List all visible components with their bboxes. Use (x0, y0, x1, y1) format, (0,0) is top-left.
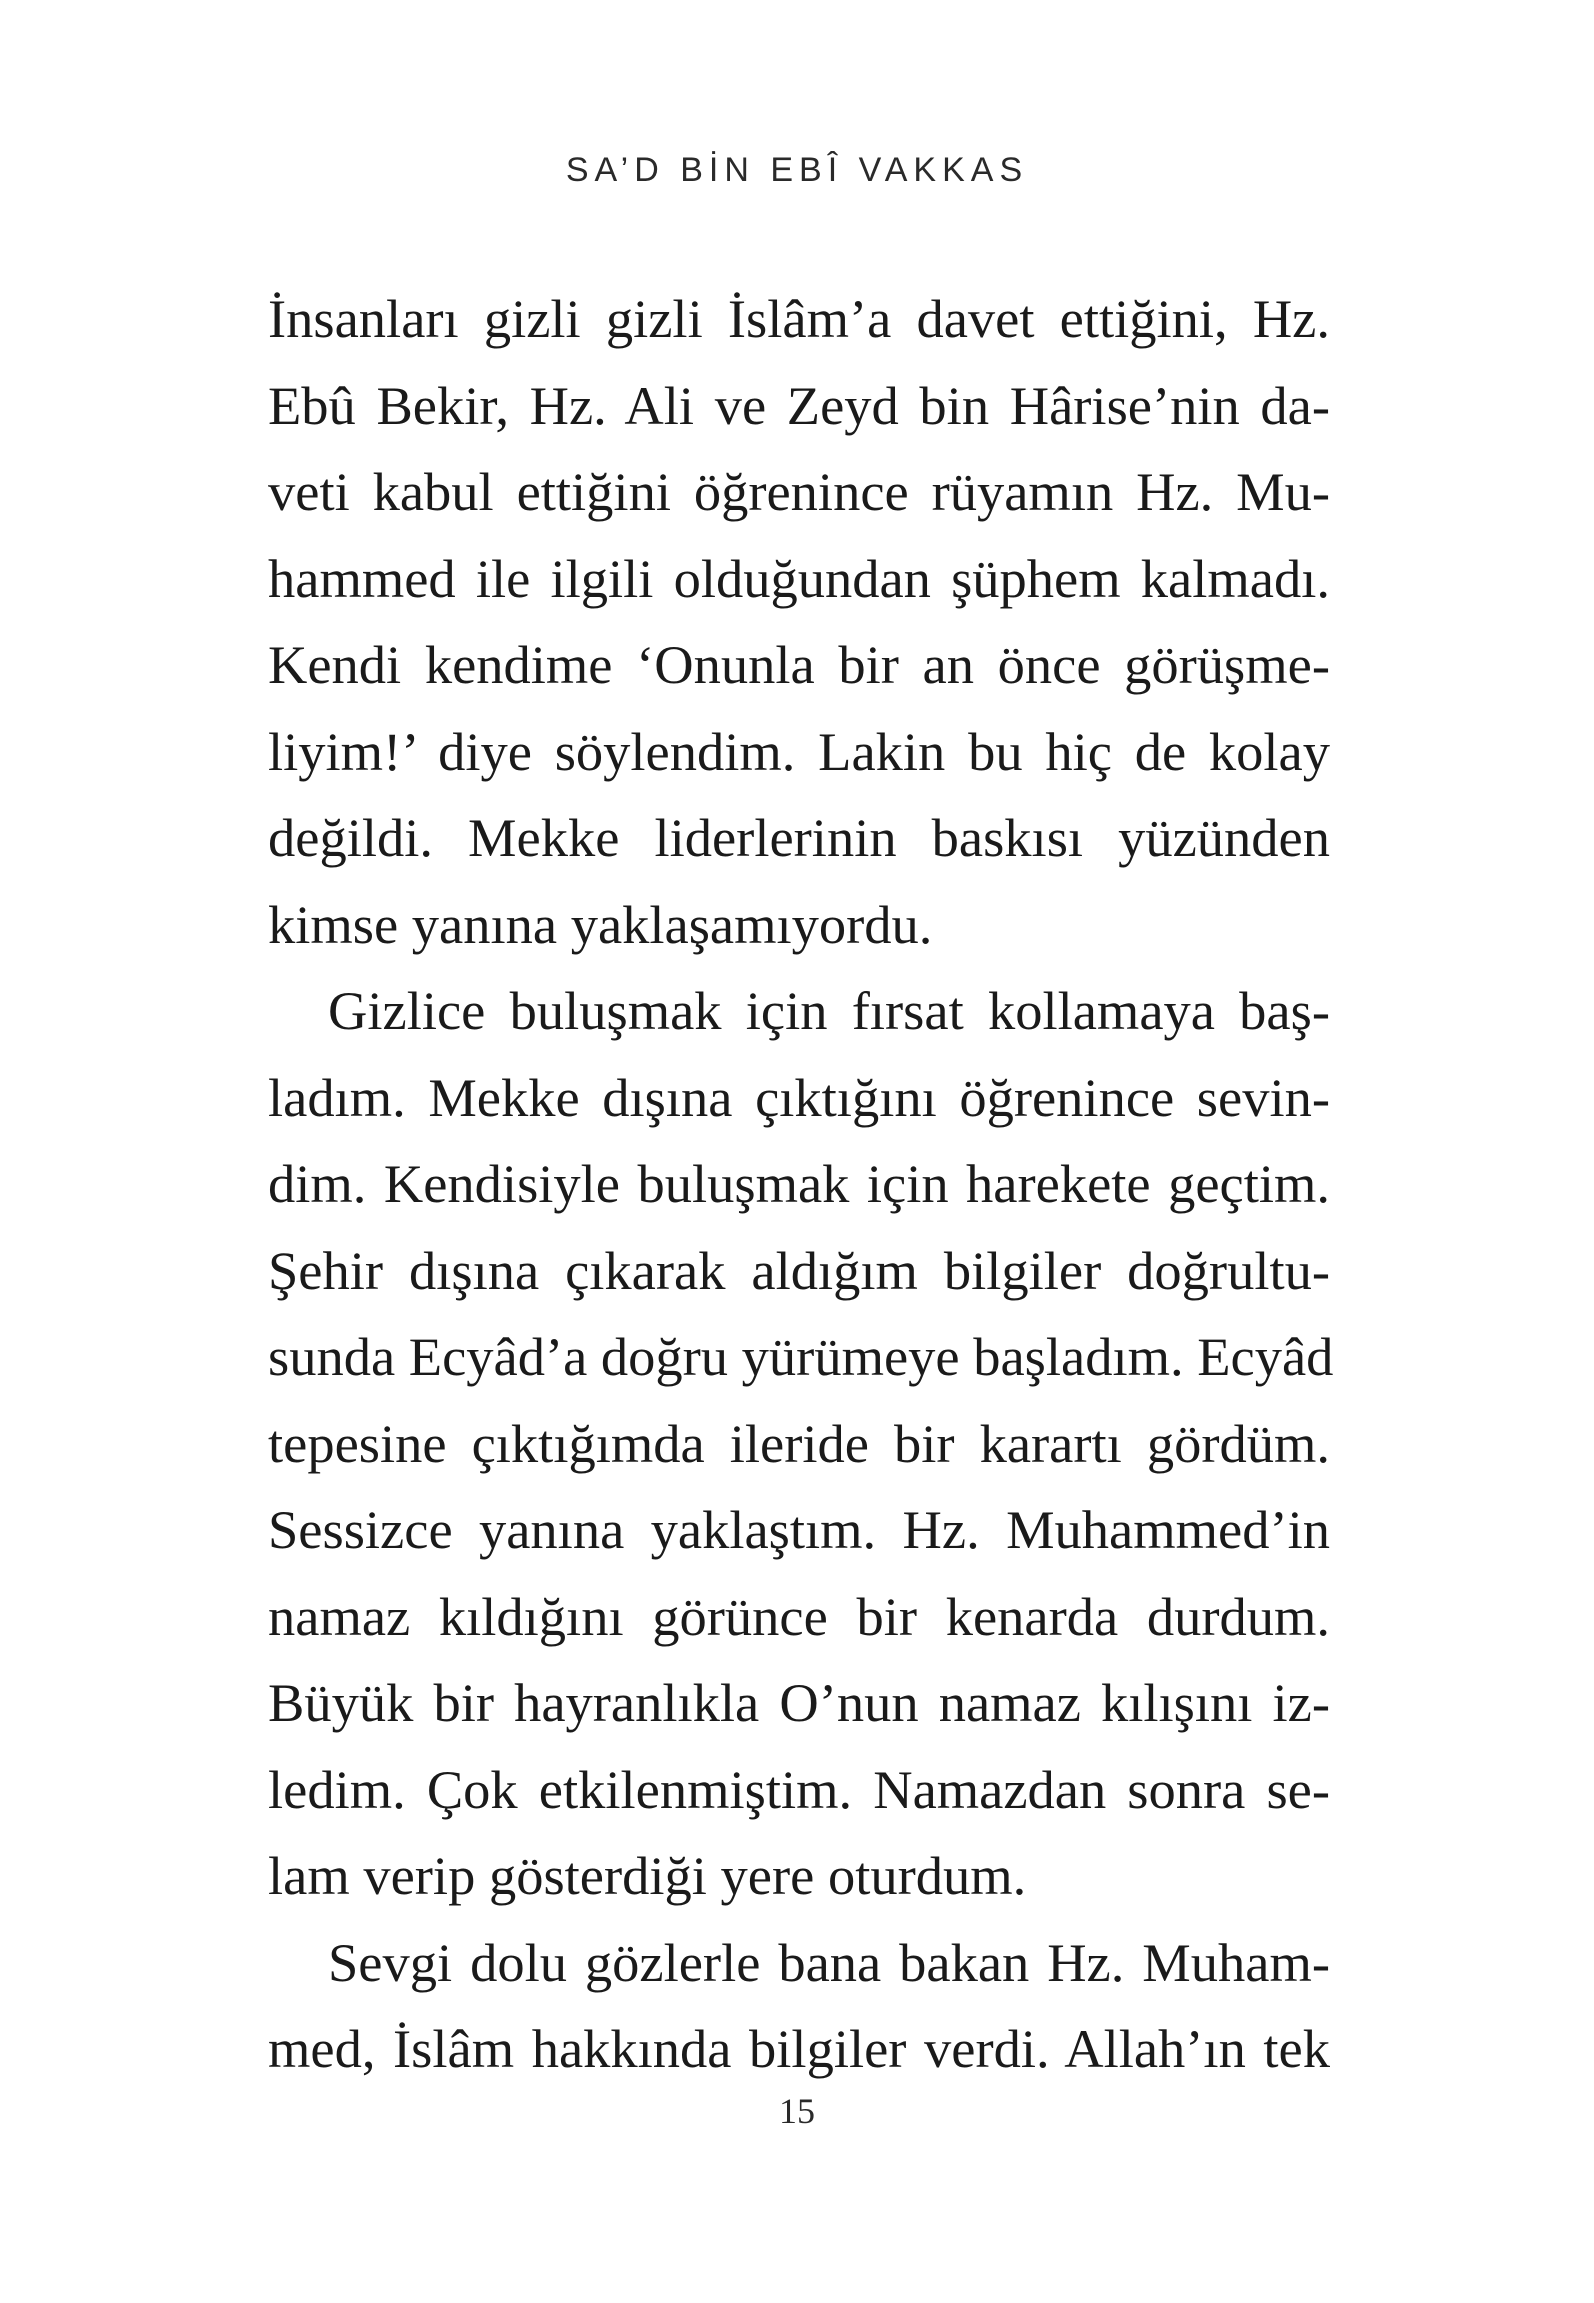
text-line: İnsanları gizli gizli İslâm’a davet ettiğini, Hz. (268, 288, 1330, 349)
text-line: namaz kıldığını görünce bir kenarda durdum. (268, 1585, 1330, 1647)
text-line: hammed ile ilgili olduğundan şüphem kalmadı. (268, 547, 1330, 609)
text-line: tepesine çıktığımda ileride bir karartı gördüm. (268, 1412, 1330, 1474)
text-line: liyim!’ diye söylendim. Lakin bu hiç de kolay (268, 720, 1330, 782)
running-header: SA’D BİN EBÎ VAKKAS (565, 151, 1029, 189)
paragraph (268, 1920, 1330, 2093)
text-line: lam verip gösterdiği yere oturdum. (268, 1845, 1027, 1906)
text-line: veti kabul ettiğini öğrenince rüyamın Hz. Mu- (268, 461, 1330, 522)
text-line: kimse yanına yaklaşamıyordu. (268, 893, 933, 955)
text-line: dim. Kendisiyle buluşmak için harekete geçtim. (268, 1153, 1330, 1214)
paragraph (268, 276, 1330, 968)
text-line: Sessizce yanına yaklaştım. Hz. Muhammed’in (268, 1499, 1330, 1560)
text-line: ledim. Çok etkilenmiştim. Namazdan sonra se- (268, 1758, 1330, 1820)
page-number: 15 (779, 2091, 815, 2131)
text-line: Gizlice buluşmak için fırsat kollamaya baş- (328, 980, 1330, 1041)
paragraph (268, 968, 1334, 1920)
text-line: ladım. Mekke dışına çıktığını öğrenince sevin- (268, 1066, 1330, 1128)
body-text (268, 276, 1334, 2093)
text-line: Ebû Bekir, Hz. Ali ve Zeyd bin Hârise’nin da- (268, 374, 1330, 436)
text-line: med, İslâm hakkında bilgiler verdi. Allah’ın tek (268, 2018, 1330, 2079)
text-line: Büyük bir hayranlıkla O’nun namaz kılışını iz- (268, 1672, 1330, 1733)
text-line: Kendi kendime ‘Onunla bir an önce görüşme- (268, 634, 1330, 695)
text-line: Sevgi dolu gözlerle bana bakan Hz. Muham- (328, 1931, 1330, 1993)
text-line: sunda Ecyâd’a doğru yürümeye başladım. Ecyâd (268, 1326, 1334, 1387)
text-line: Şehir dışına çıkarak aldığım bilgiler doğrultu- (268, 1239, 1330, 1301)
text-line: değildi. Mekke liderlerinin baskısı yüzünden (268, 807, 1330, 868)
